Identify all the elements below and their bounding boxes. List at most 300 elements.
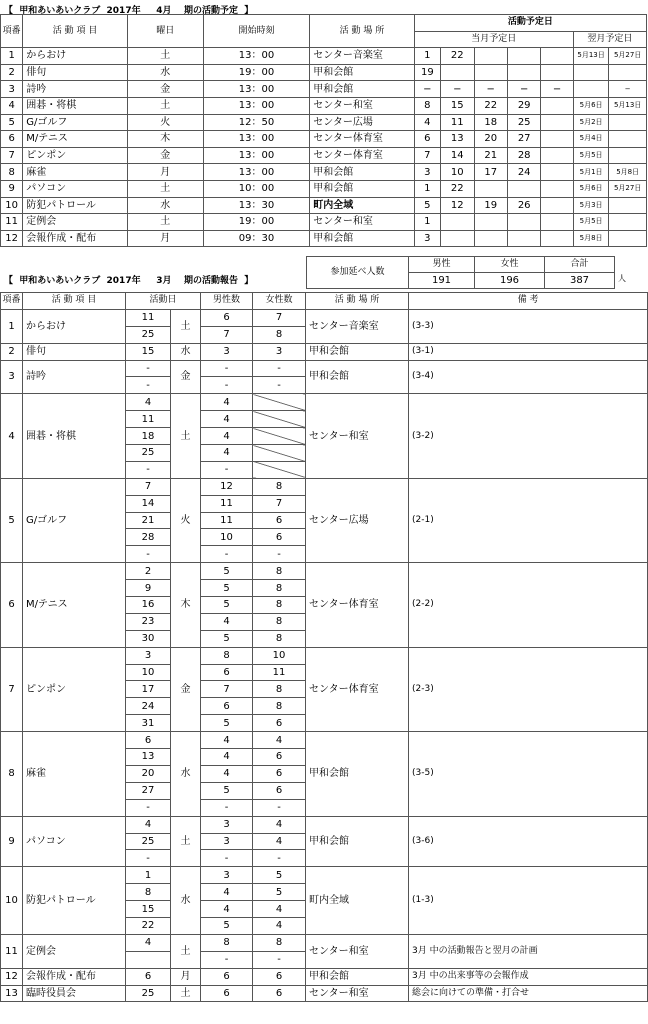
row-current-date: 29 (507, 97, 540, 114)
row-male: 6 (201, 309, 253, 326)
row-male: 3 (201, 867, 253, 884)
row-date: 14 (126, 495, 171, 512)
row-current-date: 5 (414, 197, 440, 214)
row-time: 12：50 (203, 114, 309, 131)
group-no: 9 (1, 816, 23, 867)
row-female: 6 (253, 765, 306, 782)
row-female: 6 (253, 985, 306, 1002)
group-no: 4 (1, 394, 23, 478)
group-place: センター和室 (306, 985, 409, 1002)
row-date: 24 (126, 698, 171, 715)
table-row (1, 563, 648, 580)
group-note: (1-3) (409, 867, 648, 935)
row-male: 5 (201, 782, 253, 799)
row-date: 3 (126, 647, 171, 664)
table-row (1, 214, 647, 231)
row-current-date (441, 214, 474, 231)
row-female-blank (253, 411, 306, 428)
group-item: 定例会 (23, 934, 126, 968)
row-time: 13：00 (203, 81, 309, 98)
row-male: 4 (201, 411, 253, 428)
col-header-day: 曜日 (127, 15, 203, 48)
row-male: - (201, 461, 253, 478)
col-header-current-month: 当月予定日 (414, 31, 573, 48)
row-male: 6 (201, 698, 253, 715)
row-male: 11 (201, 512, 253, 529)
row-next-date: 5月4日 (573, 131, 608, 148)
row-date: 4 (126, 816, 171, 833)
row-male: 4 (201, 445, 253, 462)
row-time: 19：00 (203, 214, 309, 231)
row-no: 3 (1, 81, 23, 98)
row-female: - (253, 360, 306, 377)
row-male: 4 (201, 613, 253, 630)
row-day: 月 (127, 230, 203, 247)
row-day: 火 (127, 114, 203, 131)
row-current-date: 11 (441, 114, 474, 131)
group-note: (3-5) (409, 732, 648, 816)
group-no: 10 (1, 867, 23, 935)
row-date: 10 (126, 664, 171, 681)
group-day: 水 (171, 867, 201, 935)
row-current-date: 3 (414, 164, 440, 181)
group-day: 土 (171, 985, 201, 1002)
col-header-item: 活 動 項 目 (23, 15, 127, 48)
row-item: パソコン (23, 180, 127, 197)
report-title: 【 甲和あいあいクラブ 2017年 3月 期の活動報告 】 (4, 276, 254, 286)
row-date: 15 (126, 343, 171, 360)
row-male: 4 (201, 394, 253, 411)
col-header-no: 項番 (1, 293, 23, 310)
row-date: - (126, 461, 171, 478)
row-current-date: − (507, 81, 540, 98)
row-male: 4 (201, 884, 253, 901)
row-male: 5 (201, 715, 253, 732)
row-male: 4 (201, 765, 253, 782)
group-day: 金 (171, 360, 201, 394)
group-day: 金 (171, 647, 201, 731)
row-item: G/ゴルフ (23, 114, 127, 131)
table-row (1, 394, 648, 411)
row-date: - (126, 799, 171, 816)
table-row (1, 968, 648, 985)
summary-unit: 人 (618, 274, 626, 283)
row-no: 7 (1, 147, 23, 164)
row-current-date: 1 (414, 48, 440, 65)
row-current-date (474, 180, 507, 197)
row-next-date: 5月8日 (573, 230, 608, 247)
summary-male-header: 男性 (409, 257, 475, 273)
row-no: 5 (1, 114, 23, 131)
row-date: 15 (126, 901, 171, 918)
row-next-date: 5月27日 (609, 48, 647, 65)
table-row (1, 985, 648, 1002)
row-female: 11 (253, 664, 306, 681)
row-item: ピンポン (23, 147, 127, 164)
row-current-date: 22 (441, 48, 474, 65)
row-current-date (541, 230, 573, 247)
row-next-date: 5月2日 (573, 114, 608, 131)
table-row (1, 647, 648, 664)
row-day: 金 (127, 81, 203, 98)
row-date: - (126, 377, 171, 394)
row-date: 4 (126, 934, 171, 951)
row-current-date (541, 97, 573, 114)
row-date: 31 (126, 715, 171, 732)
row-male: 7 (201, 326, 253, 343)
row-current-date: 1 (414, 180, 440, 197)
group-day: 土 (171, 309, 201, 343)
row-no: 2 (1, 64, 23, 81)
row-male: 3 (201, 833, 253, 850)
row-next-date (573, 81, 608, 98)
row-no: 1 (1, 48, 23, 65)
col-header-place: 活 動 場 所 (310, 15, 414, 48)
row-day: 土 (127, 214, 203, 231)
row-male: 11 (201, 495, 253, 512)
group-place: センター広場 (306, 478, 409, 562)
row-next-date: 5月27日 (609, 180, 647, 197)
row-time: 13：30 (203, 197, 309, 214)
row-male: 4 (201, 749, 253, 766)
table-row (1, 360, 648, 377)
row-female: 8 (253, 326, 306, 343)
row-female: 6 (253, 968, 306, 985)
row-male: - (201, 360, 253, 377)
table-row (1, 97, 647, 114)
row-female: 5 (253, 884, 306, 901)
row-female: 8 (253, 934, 306, 951)
row-current-date (507, 180, 540, 197)
row-day: 土 (127, 180, 203, 197)
row-current-date: 21 (474, 147, 507, 164)
row-item: 詩吟 (23, 81, 127, 98)
row-next-date (609, 64, 647, 81)
row-female: 8 (253, 563, 306, 580)
summary-male: 191 (409, 273, 475, 289)
row-time: 10：00 (203, 180, 309, 197)
group-no: 2 (1, 343, 23, 360)
row-female: 8 (253, 597, 306, 614)
group-place: 甲和会館 (306, 343, 409, 360)
row-current-date: 22 (474, 97, 507, 114)
table-row (1, 934, 648, 951)
row-place: センター広場 (310, 114, 414, 131)
row-time: 19：00 (203, 64, 309, 81)
group-note: (3-4) (409, 360, 648, 394)
row-place: 甲和会館 (310, 164, 414, 181)
row-current-date: 28 (507, 147, 540, 164)
table-row (1, 867, 648, 884)
row-male: 6 (201, 968, 253, 985)
row-item: 囲碁・将棋 (23, 97, 127, 114)
group-no: 11 (1, 934, 23, 968)
group-item: 臨時役員会 (23, 985, 126, 1002)
row-next-date: 5月8日 (609, 164, 647, 181)
table-row (1, 197, 647, 214)
row-next-date: 5月13日 (573, 48, 608, 65)
row-time: 13：00 (203, 48, 309, 65)
row-item: からおけ (23, 48, 127, 65)
col-header-male: 男性数 (201, 293, 253, 310)
row-time: 13：00 (203, 131, 309, 148)
group-day: 土 (171, 816, 201, 867)
col-header-schedule: 活動予定日 (414, 15, 646, 32)
row-current-date (541, 64, 573, 81)
group-place: センター体育室 (306, 563, 409, 647)
row-date: 25 (126, 985, 171, 1002)
group-day: 水 (171, 732, 201, 816)
group-day: 土 (171, 934, 201, 968)
row-female: - (253, 546, 306, 563)
row-place: センター体育室 (310, 147, 414, 164)
group-note: (2-1) (409, 478, 648, 562)
table-row (1, 230, 647, 247)
row-current-date: 12 (441, 197, 474, 214)
row-day: 月 (127, 164, 203, 181)
row-item: M/テニス (23, 131, 127, 148)
row-item: 俳句 (23, 64, 127, 81)
row-female: - (253, 799, 306, 816)
table-row (1, 131, 647, 148)
row-current-date (541, 114, 573, 131)
row-female: 6 (253, 512, 306, 529)
row-no: 8 (1, 164, 23, 181)
table-row (1, 180, 647, 197)
row-date: 13 (126, 749, 171, 766)
row-male: 4 (201, 901, 253, 918)
plan-title: 【 甲和あいあいクラブ 2017年 4月 期の活動予定 】 (4, 6, 254, 16)
row-male: 5 (201, 597, 253, 614)
group-place: センター音楽室 (306, 309, 409, 343)
row-date: 22 (126, 917, 171, 934)
col-header-note: 備 考 (409, 293, 648, 310)
row-time: 09：30 (203, 230, 309, 247)
activity-report-table (0, 292, 648, 1002)
row-male: 5 (201, 917, 253, 934)
row-date: 1 (126, 867, 171, 884)
row-current-date: 19 (474, 197, 507, 214)
row-female: 4 (253, 816, 306, 833)
row-current-date (441, 64, 474, 81)
group-note: 3月 中の出来事等の会報作成 (409, 968, 648, 985)
row-date: 9 (126, 580, 171, 597)
group-day: 土 (171, 394, 201, 478)
row-male: 5 (201, 630, 253, 647)
row-place: センター体育室 (310, 131, 414, 148)
group-no: 3 (1, 360, 23, 394)
row-current-date (541, 197, 573, 214)
row-female: 10 (253, 647, 306, 664)
row-female: 6 (253, 529, 306, 546)
row-place: 甲和会館 (310, 230, 414, 247)
group-place: 町内全域 (306, 867, 409, 935)
row-item: 麻雀 (23, 164, 127, 181)
row-place: 甲和会館 (310, 64, 414, 81)
row-date: 28 (126, 529, 171, 546)
row-male: 3 (201, 816, 253, 833)
row-day: 土 (127, 48, 203, 65)
row-current-date (541, 214, 573, 231)
group-no: 1 (1, 309, 23, 343)
row-date: 17 (126, 681, 171, 698)
row-female-blank (253, 428, 306, 445)
row-place: 甲和会館 (310, 180, 414, 197)
row-female: 8 (253, 613, 306, 630)
row-place: センター和室 (310, 214, 414, 231)
row-current-date: 15 (441, 97, 474, 114)
row-female: 4 (253, 901, 306, 918)
group-no: 12 (1, 968, 23, 985)
group-place: 甲和会館 (306, 360, 409, 394)
row-male: 8 (201, 647, 253, 664)
summary-total-header: 合計 (545, 257, 615, 273)
row-current-date: 19 (414, 64, 440, 81)
row-item: 防犯パトロール (23, 197, 127, 214)
group-no: 5 (1, 478, 23, 562)
group-item: からおけ (23, 309, 126, 343)
row-female-blank (253, 445, 306, 462)
group-day: 月 (171, 968, 201, 985)
table-row (1, 81, 647, 98)
group-item: ピンポン (23, 647, 126, 731)
row-male: 8 (201, 934, 253, 951)
row-date: 7 (126, 478, 171, 495)
row-next-date (609, 197, 647, 214)
col-header-female: 女性数 (253, 293, 306, 310)
row-current-date: − (414, 81, 440, 98)
summary-female: 196 (475, 273, 545, 289)
row-date: 16 (126, 597, 171, 614)
group-item: M/テニス (23, 563, 126, 647)
row-female: 6 (253, 749, 306, 766)
row-male: - (201, 850, 253, 867)
row-date (126, 951, 171, 968)
group-note: 総会に向けての準備・打合せ (409, 985, 648, 1002)
table-row (1, 48, 647, 65)
row-female: 8 (253, 580, 306, 597)
table-row (1, 147, 647, 164)
row-date: 25 (126, 833, 171, 850)
col-header-next-month: 翌月予定日 (573, 31, 646, 48)
group-note: (3-3) (409, 309, 648, 343)
row-current-date: 7 (414, 147, 440, 164)
row-current-date: 18 (474, 114, 507, 131)
row-current-date: 3 (414, 230, 440, 247)
row-next-date (609, 147, 647, 164)
row-date: 25 (126, 326, 171, 343)
row-next-date (609, 214, 647, 231)
table-row (1, 732, 648, 749)
table-row (1, 343, 648, 360)
group-note: (3-1) (409, 343, 648, 360)
summary-label: 参加延べ人数 (307, 257, 409, 289)
row-current-date (507, 214, 540, 231)
row-current-date: 14 (441, 147, 474, 164)
row-female: 4 (253, 917, 306, 934)
row-current-date (507, 64, 540, 81)
row-time: 13：00 (203, 97, 309, 114)
row-date: 8 (126, 884, 171, 901)
group-day: 火 (171, 478, 201, 562)
row-no: 6 (1, 131, 23, 148)
row-male: 3 (201, 343, 253, 360)
row-female: 6 (253, 715, 306, 732)
row-current-date: − (474, 81, 507, 98)
row-day: 金 (127, 147, 203, 164)
row-current-date: 1 (414, 214, 440, 231)
row-female: 4 (253, 833, 306, 850)
row-male: 6 (201, 985, 253, 1002)
group-no: 6 (1, 563, 23, 647)
group-place: センター和室 (306, 934, 409, 968)
row-female-blank (253, 394, 306, 411)
row-female: 6 (253, 782, 306, 799)
row-no: 10 (1, 197, 23, 214)
row-place: センター音楽室 (310, 48, 414, 65)
row-current-date (541, 48, 573, 65)
row-next-date (573, 64, 608, 81)
group-item: 会報作成・配布 (23, 968, 126, 985)
row-male: - (201, 546, 253, 563)
table-row (1, 114, 647, 131)
row-date: 2 (126, 563, 171, 580)
group-note: (2-3) (409, 647, 648, 731)
row-current-date (474, 48, 507, 65)
group-item: 俳句 (23, 343, 126, 360)
row-no: 9 (1, 180, 23, 197)
group-item: パソコン (23, 816, 126, 867)
row-date: 30 (126, 630, 171, 647)
group-no: 13 (1, 985, 23, 1002)
row-day: 土 (127, 97, 203, 114)
row-current-date (474, 64, 507, 81)
row-female: - (253, 850, 306, 867)
participation-summary (306, 256, 615, 289)
row-current-date: 13 (441, 131, 474, 148)
row-current-date: 10 (441, 164, 474, 181)
row-date: 25 (126, 445, 171, 462)
row-date: 20 (126, 765, 171, 782)
row-date: 11 (126, 309, 171, 326)
row-date: 27 (126, 782, 171, 799)
row-next-date: 5月3日 (573, 197, 608, 214)
row-female: 5 (253, 867, 306, 884)
row-place: 甲和会館 (310, 81, 414, 98)
row-next-date: 5月1日 (573, 164, 608, 181)
row-time: 13：00 (203, 147, 309, 164)
row-item: 定例会 (23, 214, 127, 231)
row-female: 8 (253, 478, 306, 495)
row-next-date (609, 131, 647, 148)
row-female: - (253, 377, 306, 394)
row-current-date (541, 164, 573, 181)
row-date: 4 (126, 394, 171, 411)
row-place: センター和室 (310, 97, 414, 114)
row-next-date: 5月5日 (573, 214, 608, 231)
row-male: - (201, 951, 253, 968)
table-row (1, 164, 647, 181)
row-current-date: 26 (507, 197, 540, 214)
row-female: - (253, 951, 306, 968)
row-date: - (126, 360, 171, 377)
row-next-date: 5月5日 (573, 147, 608, 164)
group-item: 詩吟 (23, 360, 126, 394)
row-date: - (126, 546, 171, 563)
row-place: 町内全域 (310, 197, 414, 214)
row-male: 4 (201, 428, 253, 445)
row-male: 6 (201, 664, 253, 681)
